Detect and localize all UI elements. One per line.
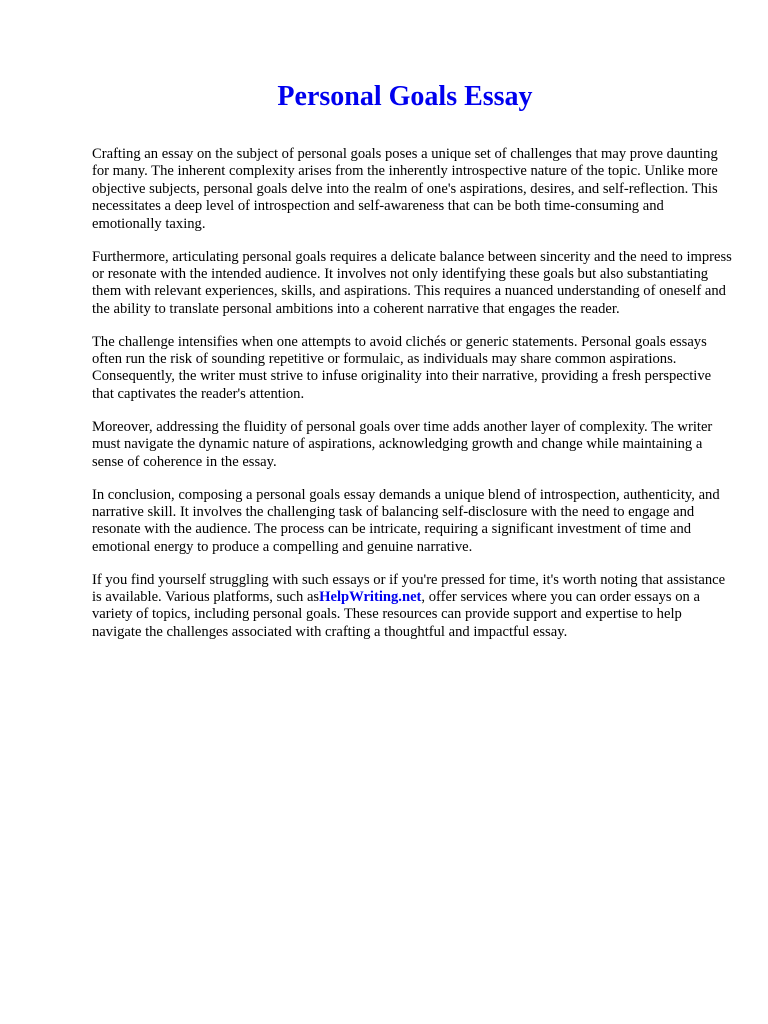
essay-body [92,146,732,657]
paragraph-6 [92,572,732,642]
paragraph-6-after-link: , offer services where you can order essays on a variety of topics, including personal goals. These resources can provide support and expertise to help navigate the challenges associated with crafting a thoughtful and impactful essay. [92,589,700,640]
paragraph-5: In conclusion, composing a personal goals essay demands a unique blend of introspection, authenticity, and narrative skill. It involves the challenging task of balancing self-disclosure with the need to engage and resonate with the audience. The process can be intricate, requiring a significant investment of time and emotional energy to produce a compelling and genuine narrative. [92,486,720,555]
paragraph-6-before-link: If you find yourself struggling with such essays or if you're pressed for time, it's worth noting that assistance is available. Various platforms, such as [92,571,726,606]
paragraph-3: The challenge intensifies when one attempts to avoid clichés or generic statements. Personal goals essays often run the risk of sounding repetitive or formulaic, as individuals may share common aspirations. Consequently, the writer must strive to infuse originality into their narrative, providing a fresh perspective that captivates the reader's attention. [92,333,712,402]
helpwriting-link[interactable]: HelpWriting.net [319,589,422,606]
paragraph-2: Furthermore, articulating personal goals requires a delicate balance between sincerity and the need to impress or resonate with the intended audience. It involves not only identifying these goals but also substantiating them with relevant experiences, skills, and aspirations. This requires a nuanced understanding of oneself and the ability to translate personal ambitions into a coherent narrative that engages the reader. [92,248,732,317]
page-title: Personal Goals Essay [277,81,533,112]
paragraph-4: Moreover, addressing the fluidity of personal goals over time adds another layer of complexity. The writer must navigate the dynamic nature of aspirations, acknowledging growth and change while maintaining a sense of coherence in the essay. [92,418,713,470]
paragraph-1: Crafting an essay on the subject of personal goals poses a unique set of challenges that may prove daunting for many. The inherent complexity arises from the inherently introspective nature of the topic. Unlike more objective subjects, personal goals delve into the realm of one's aspirations, desires, and self-reflection. This necessitates a deep level of introspection and self-awareness that can be both time-consuming and emotionally taxing. [92,146,718,232]
